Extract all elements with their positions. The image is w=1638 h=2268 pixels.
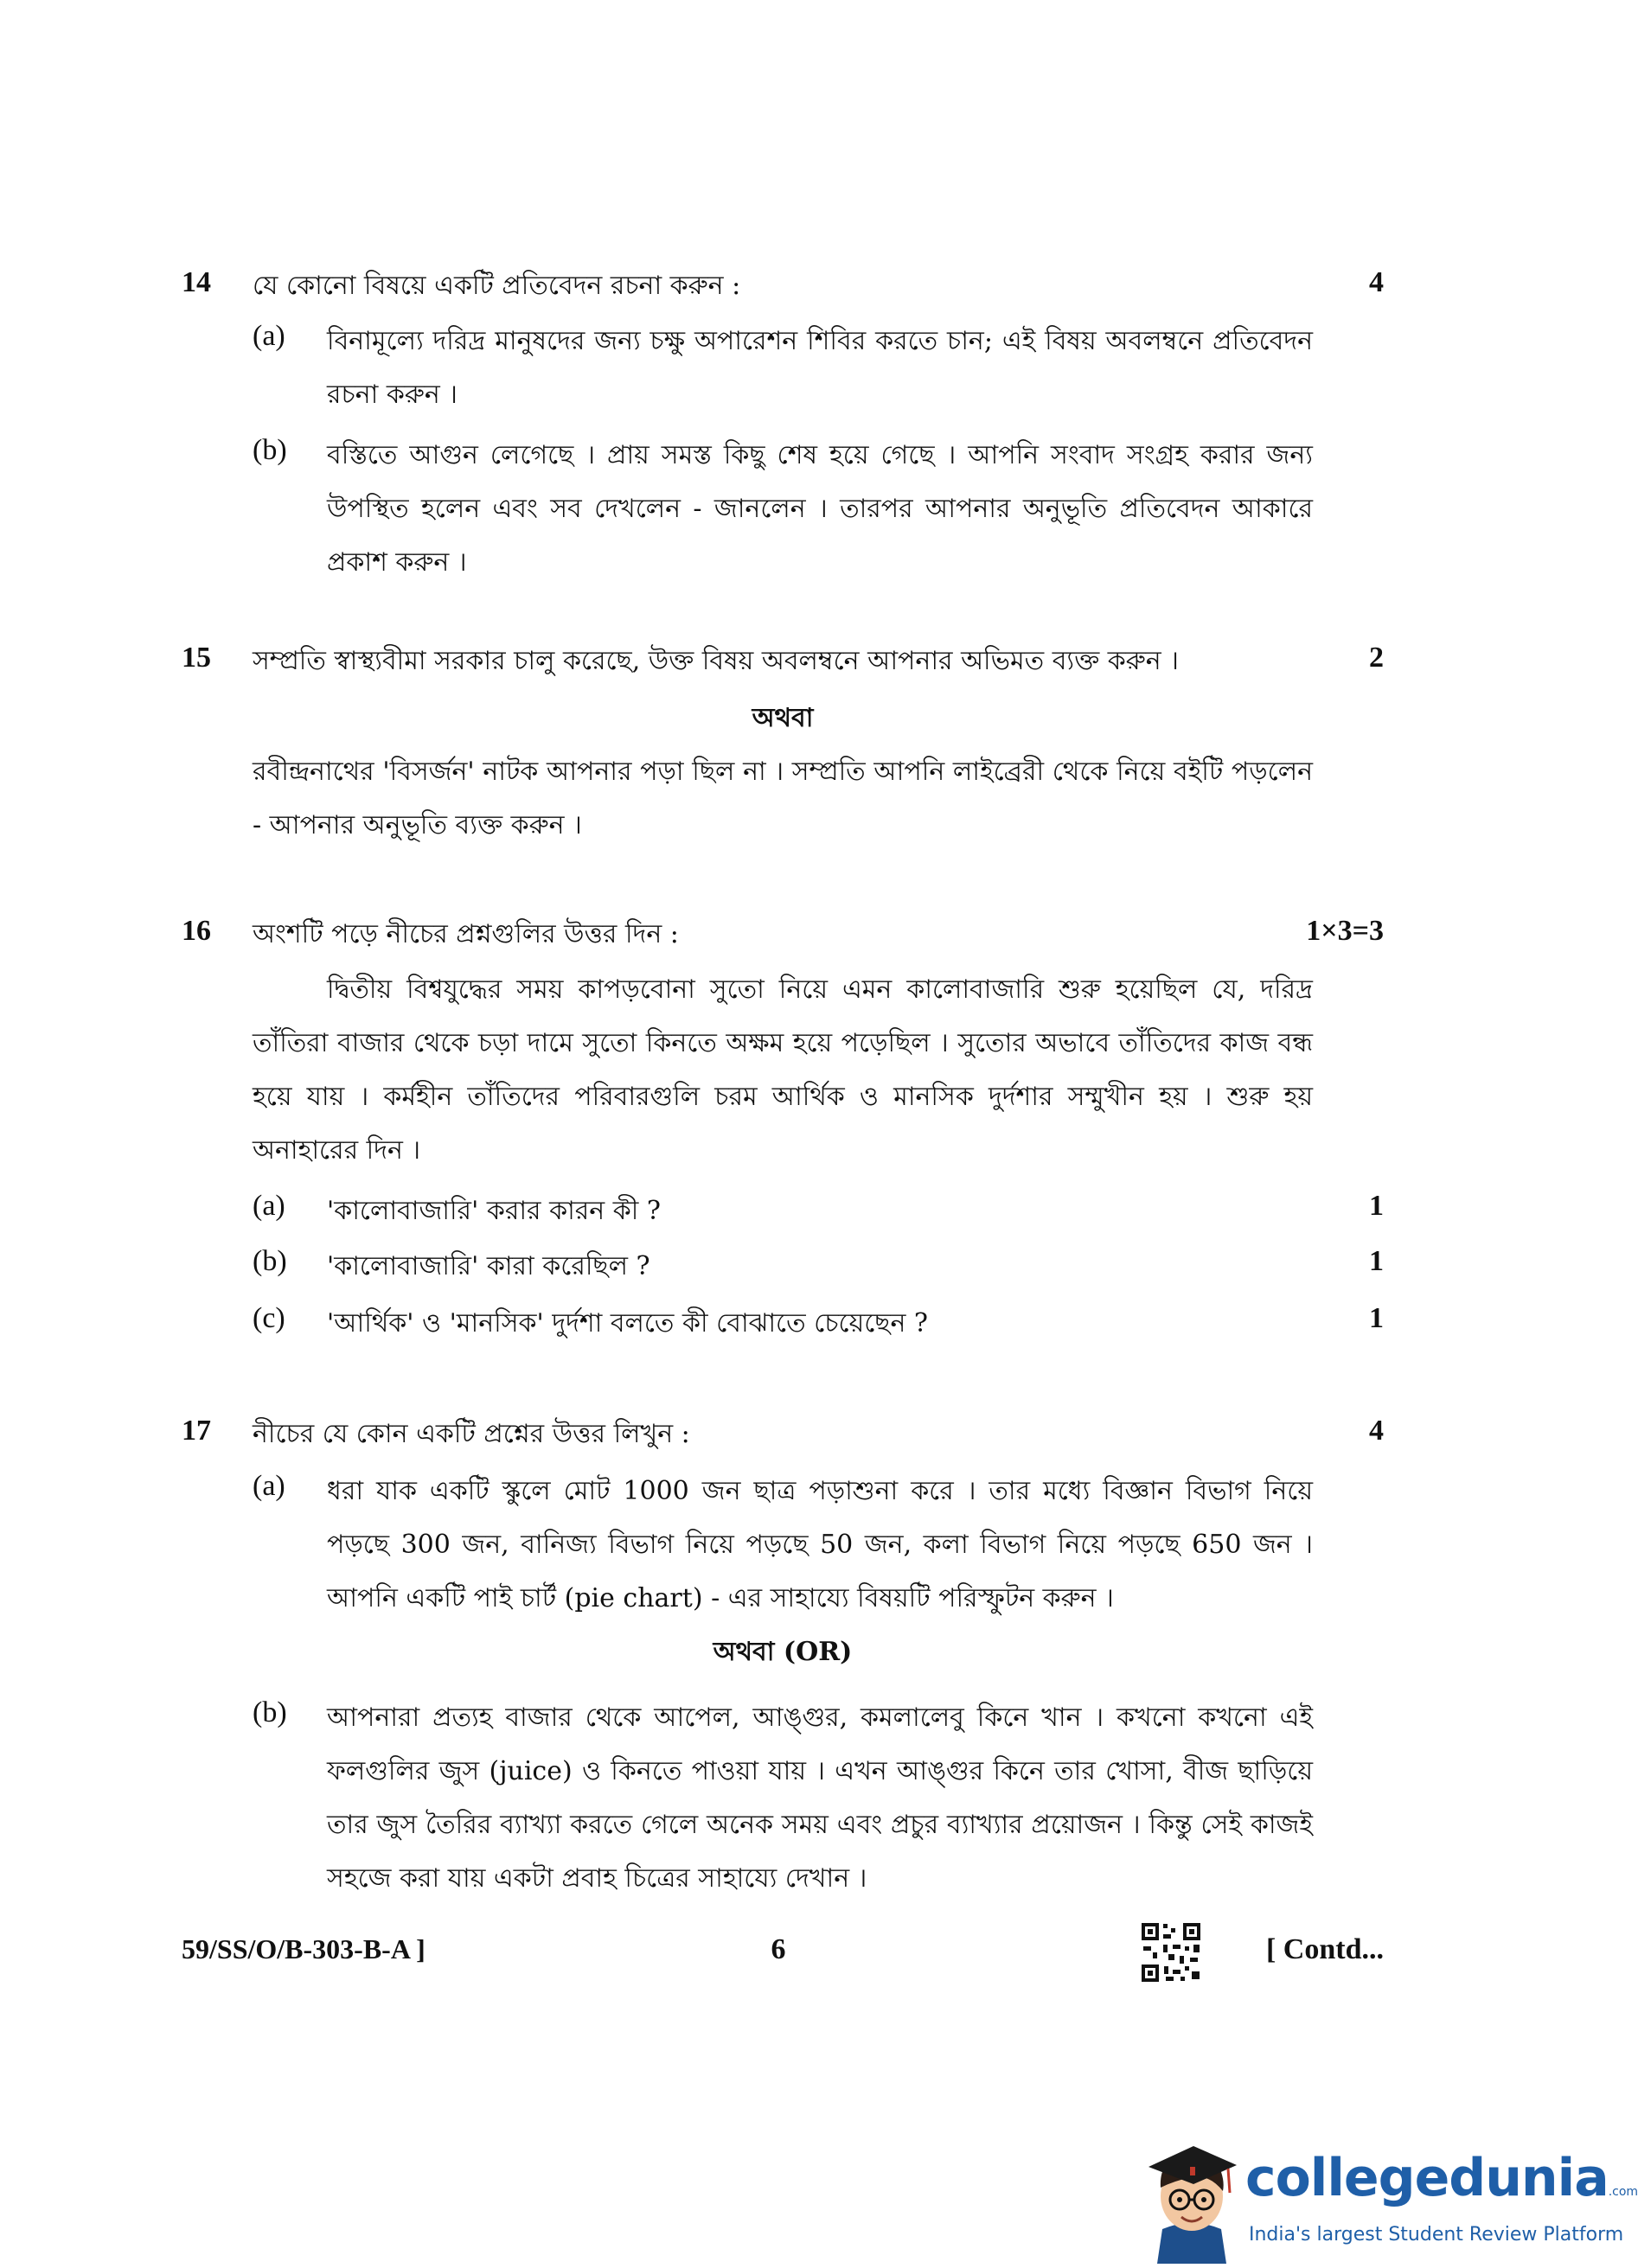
sub-question-text: 'কালোবাজারি' করার কারন কী ? — [327, 1196, 661, 1226]
alternative-question: রবীন্দ্রনাথের 'বিসর্জন' নাটক আপনার পড়া ছিল না । সম্প্রতি আপনি লাইব্রেরী থেকে নিয়ে বইটি পড়লেন - আপনার অনুভূতি ব্যক্ত করুন । — [253, 757, 1313, 840]
option-label: (b) — [253, 1696, 287, 1728]
question-number: 15 — [182, 642, 211, 674]
sub-question-label: (a) — [253, 1190, 285, 1222]
page-number: 6 — [771, 1933, 786, 1965]
passage: দ্বিতীয় বিশ্বযুদ্ধের সময় কাপড়বোনা সুতো নিয়ে এমন কালোবাজারি শুরু হয়েছিল যে, দরিদ্র তাঁতিরা বাজার থেকে চড়া দামে সুতো কিনতে অক্ষম হয়ে পড়েছিল । সুতোর অভাবে তাঁতিদের কাজ বন্ধ হয়ে যায় । কর্মহীন তাঁতিদের পরিবারগুলি চরম আর্থিক ও মানসিক দুর্দশার সম্মুখীন হয় । শুরু হয় অনাহারের দিন । — [253, 974, 1313, 1166]
question-marks: 1×3=3 — [1306, 915, 1384, 947]
sub-question-marks: 1 — [1369, 1190, 1384, 1222]
continued-label: [ Contd... — [1265, 1933, 1384, 1965]
or-separator: অথবা — [752, 703, 814, 733]
question-number: 17 — [182, 1415, 211, 1447]
mascot-logo-icon — [1140, 2134, 1244, 2264]
sub-question-label: (c) — [253, 1302, 285, 1334]
option-text: বিনামূল্যে দরিদ্র মানুষদের জন্য চক্ষু অপারেশন শিবির করতে চান; এই বিষয় অবলম্বনে প্রতিবেদন রচনা করুন । — [327, 326, 1313, 410]
qr-code — [1140, 1921, 1202, 1984]
sub-question-text: 'আর্থিক' ও 'মানসিক' দুর্দশা বলতে কী বোঝাতে চেয়েছেন ? — [327, 1308, 929, 1338]
paper-code: 59/SS/O/B-303-B-A ] — [182, 1933, 425, 1965]
sub-question-marks: 1 — [1369, 1302, 1384, 1334]
brand-wordmark — [1245, 2148, 1638, 2208]
question-number: 14 — [182, 266, 211, 298]
question-text: যে কোনো বিষয়ে একটি প্রতিবেদন রচনা করুন : — [253, 271, 741, 301]
brand-suffix: .com — [1608, 2185, 1638, 2199]
question-marks: 4 — [1369, 266, 1384, 298]
option-text: আপনারা প্রত্যহ বাজার থেকে আপেল, আঙ্গুর, কমলালেবু কিনে খান । কখনো কখনো এই ফলগুলির জুস (juice) ও কিনতে পাওয়া যায় । এখন আঙ্গুর কিনে তার খোসা, বীজ ছাড়িয়ে তার জুস তৈরির ব্যাখ্যা করতে গেলে অনেক সময় এবং প্রচুর ব্যাখ্যার প্রয়োজন । কিন্তু সেই কাজই সহজে করা যায় একটা প্রবাহ চিত্রের সাহায্যে দেখান । — [327, 1703, 1313, 1894]
brand-tagline: India's largest Student Review Platform — [1249, 2224, 1624, 2246]
sub-question-marks: 1 — [1369, 1245, 1384, 1277]
option-label: (a) — [253, 320, 285, 352]
sub-question-text: 'কালোবাজারি' কারা করেছিল ? — [327, 1251, 650, 1281]
question-number: 16 — [182, 915, 211, 947]
question-text: অংশটি পড়ে নীচের প্রশ্নগুলির উত্তর দিন : — [253, 919, 679, 949]
option-label: (b) — [253, 434, 287, 466]
question-marks: 4 — [1369, 1415, 1384, 1447]
question-text: নীচের যে কোন একটি প্রশ্নের উত্তর লিখুন : — [253, 1419, 690, 1449]
brand-name: collegedunia — [1245, 2148, 1609, 2208]
option-label: (a) — [253, 1470, 285, 1502]
option-text: বস্তিতে আগুন লেগেছে । প্রায় সমস্ত কিছু শেষ হয়ে গেছে । আপনি সংবাদ সংগ্রহ করার জন্য উপস্থিত হলেন এবং সব দেখলেন - জানলেন । তারপর আপনার অনুভূতি প্রতিবেদন আকারে প্রকাশ করুন । — [327, 440, 1313, 578]
or-separator: অথবা (OR) — [713, 1637, 853, 1667]
option-text: ধরা যাক একটি স্কুলে মোট 1000 জন ছাত্র পড়াশুনা করে । তার মধ্যে বিজ্ঞান বিভাগ নিয়ে পড়ছে 300 জন, বানিজ্য বিভাগ নিয়ে পড়ছে 50 জন, কলা বিভাগ নিয়ে পড়ছে 650 জন । আপনি একটি পাই চার্ট (pie chart) - এর সাহায্যে বিষয়টি পরিস্ফুটন করুন । — [327, 1476, 1313, 1613]
sub-question-label: (b) — [253, 1245, 287, 1277]
question-text: সম্প্রতি স্বাস্থ্যবীমা সরকার চালু করেছে, উক্ত বিষয় অবলম্বনে আপনার অভিমত ব্যক্ত করুন । — [253, 646, 1179, 676]
question-marks: 2 — [1369, 642, 1384, 674]
